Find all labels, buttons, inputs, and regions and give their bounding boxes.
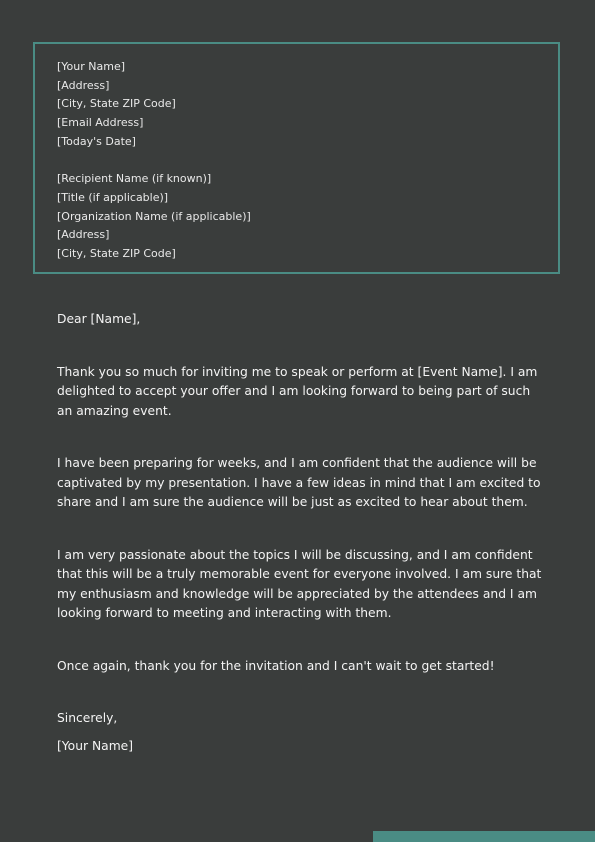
letter-date: [Today's Date] [57, 134, 136, 148]
decorative-corner-bar [373, 831, 595, 842]
address-lines [57, 58, 251, 264]
recipient-name: [Recipient Name (if known)] [57, 172, 212, 186]
sender-city-state-zip: [City, State ZIP Code] [57, 97, 176, 111]
salutation: Dear [Name], [57, 312, 141, 326]
sender-email: [Email Address] [57, 116, 144, 130]
recipient-title: [Title (if applicable)] [57, 190, 169, 204]
address-spacer [57, 152, 251, 171]
signature: [Your Name] [57, 738, 134, 753]
paragraph-4: Once again, thank you for the invitation and I can't wait to get started! [57, 658, 495, 673]
paragraph-1: Thank you so much for inviting me to speak or perform at [Event Name]. I am delighted to accept your offer and I am looking forward to being part of such an amazing event. [57, 364, 538, 418]
letter-body [57, 310, 547, 756]
paragraph-3: I am very passionate about the topics I will be discussing, and I am confident that this will be a truly memorable event for everyone involved. I am sure that my enthusiasm and knowledge will be appreciated by the attendees and I am looking forward to meeting and interacting with them. [57, 547, 542, 620]
paragraph-2: I have been preparing for weeks, and I am confident that the audience will be captivated by my presentation. I have a few ideas in mind that I am excited to share and I am sure the audience will be just as excited to hear about them. [57, 456, 541, 509]
sender-address: [Address] [57, 78, 110, 92]
address-block [33, 42, 560, 274]
sender-name: [Your Name] [57, 60, 126, 73]
closing: Sincerely, [57, 711, 118, 725]
recipient-organization: [Organization Name (if applicable)] [57, 209, 251, 223]
recipient-city-state-zip: [City, State ZIP Code] [57, 247, 176, 261]
recipient-address: [Address] [57, 228, 110, 242]
